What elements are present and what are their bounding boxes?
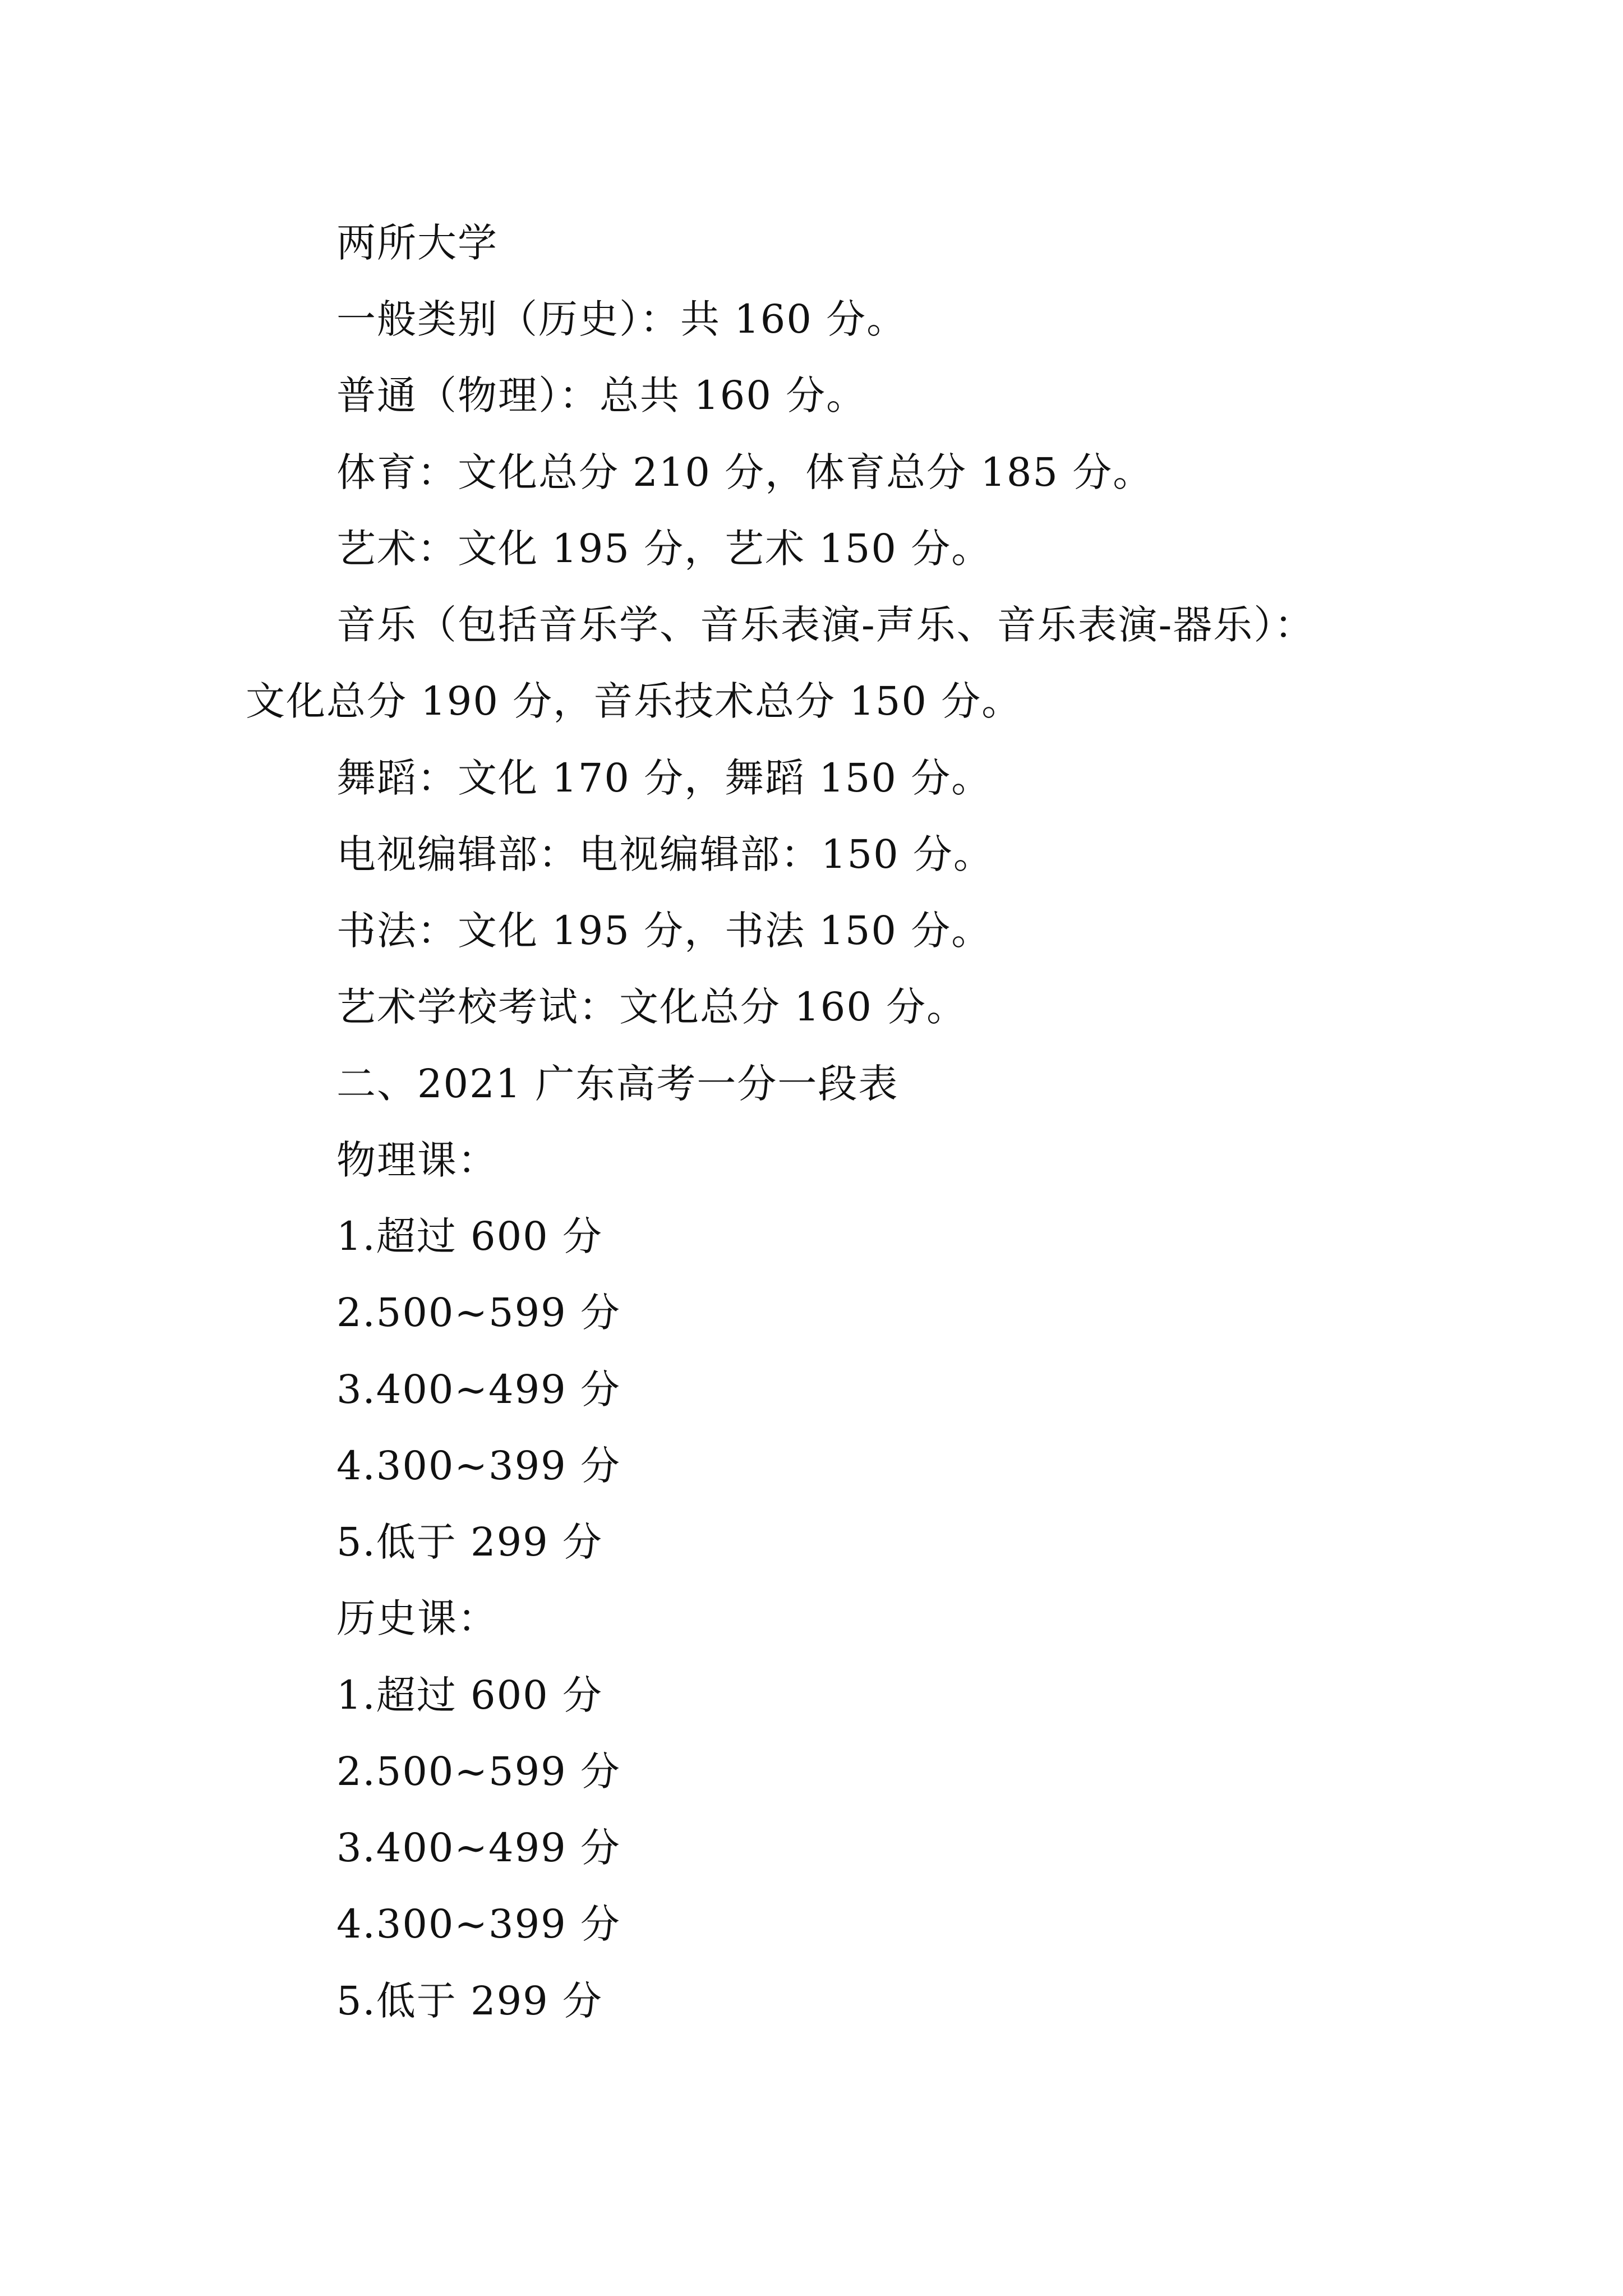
subheading-history: 历史课： [336,1595,498,1641]
list-item: 5.低于 299 分 [336,1978,603,2024]
list-item: 2.500~599 分 [336,1290,621,1336]
subheading-physics: 物理课： [336,1137,498,1183]
list-item: 4.300~399 分 [336,1901,621,1947]
score-line-art-school: 艺术学校考试：文化总分 160 分。 [336,984,967,1030]
score-line-dance: 舞蹈：文化 170 分，舞蹈 150 分。 [336,755,992,801]
score-line-music-continued: 文化总分 190 分，音乐技术总分 150 分。 [246,678,1022,724]
list-item: 3.400~499 分 [336,1825,621,1871]
section-heading-score-table: 二、2021 广东高考一分一段表 [336,1061,899,1107]
list-item: 1.超过 600 分 [336,1672,603,1718]
score-line-calligraphy: 书法：文化 195 分，书法 150 分。 [336,908,992,954]
list-item: 4.300~399 分 [336,1443,621,1489]
list-item: 1.超过 600 分 [336,1213,603,1259]
score-line-art: 艺术：文化 195 分，艺术 150 分。 [336,526,992,572]
list-item: 2.500~599 分 [336,1749,621,1795]
score-line-sports: 体育：文化总分 210 分，体育总分 185 分。 [336,449,1154,495]
score-line-general-history: 一般类别（历史）：共 160 分。 [336,296,907,342]
score-line-general-physics: 普通（物理）：总共 160 分。 [336,372,867,418]
score-line-music: 音乐（包括音乐学、音乐表演-声乐、音乐表演-器乐）： [336,602,1315,648]
section-heading-universities: 两所大学 [336,220,498,266]
list-item: 3.400~499 分 [336,1366,621,1412]
list-item: 5.低于 299 分 [336,1519,603,1565]
score-line-tv-editing: 电视编辑部：电视编辑部：150 分。 [336,831,994,877]
